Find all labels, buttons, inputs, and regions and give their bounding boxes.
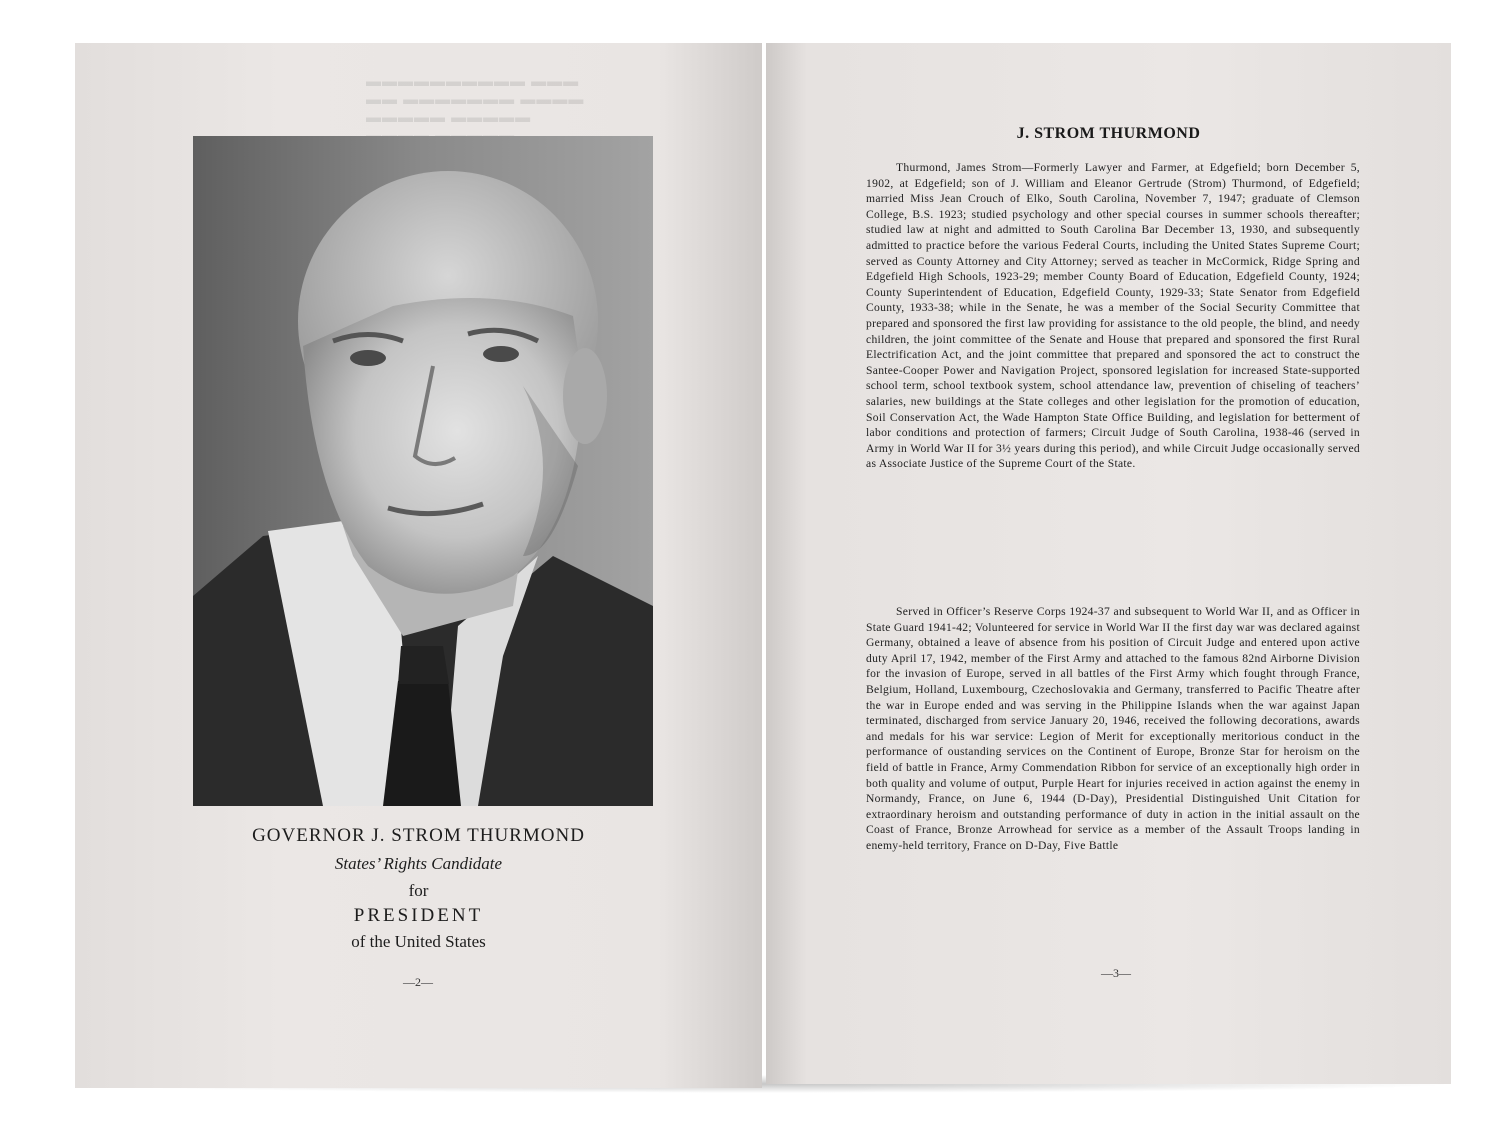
bio-paragraph-1: Thurmond, James Strom—Formerly Lawyer and Farmer, at Edgefield; born December 5, 1902, at Edgefield; son of J. William and Eleanor Gertrude (Strom) Thurmond, of Edgefield; married Miss Jean Crouch of Elko, South Carolina, November 7, 1947; graduate of Clemson College, B.S. 1923; studied psychology and other special courses in summer schools thereafter; studied law at night and admitted to South Carolina Bar December 13, 1930, and subsequently admitted to practice before the various Federal Courts, including the United States Supreme Court; served as County Attorney and City Attorney; served as teacher in McCormick, Ridge Spring and Edgefield High Schools, 1923-29; member County Board of Education, Edgefield County, 1924; County Superintendent of Education, Edgefield County, 1929-33; State Senator from Edgefield County, 1933-38; while in the Senate, he was a member of the Social Security Committee that prepared and sponsored the first law providing for assistance to the old people, the blind, and needy children, the joint committee of the Senate and House that prepared and sponsored the first Rural Electrification Act, and the joint committee that prepared and sponsored the act to construct the Santee-Cooper Power and Navigation Project, sponsored legislation for increased State-supported school term, school textbook system, school attendance law, prevention of chiseling of teachers’ salaries, new buildings at the State colleges and other legislation for the promotion of education, Soil Conservation Act, the Wade Hampton State Office Building, and legislation for betterment of labor conditions and protection of farmers; Circuit Judge of South Carolina, 1938-46 (served in Army in World War II for 3½ years during this period), and while Circuit Judge occasionally served as Associate Justice of the Supreme Court of the State.	[866, 161, 1360, 471]
caption-name: GOVERNOR J. STROM THURMOND	[252, 825, 585, 846]
caption-candidate: States’ Rights Candidate	[334, 854, 503, 873]
caption-country: of the United States	[351, 932, 486, 951]
left-page	[75, 43, 762, 1088]
right-page	[766, 43, 1451, 1084]
bio-paragraph-2: Served in Officer’s Reserve Corps 1924-37 and subsequent to World War II, and as Officer in State Guard 1941-42; Volunteered for service in World War II the first day war was declared against Germany, obtained a leave of absence from his position of Circuit Judge and entered upon active duty April 17, 1942, member of the First Army and attached to the famous 82nd Airborne Division for the invasion of Europe, served in all battles of the First Army which fought through France, Belgium, Holland, Luxembourg, Czechoslovakia and Germany, transferred to Pacific Theatre after the war in Europe ended and was serving in the Philippine Islands when the war against Japan terminated, discharged from service January 20, 1946, received the following decorations, awards and medals for his war service: Legion of Merit for exceptionally meritorious conduct in the performance of oustanding services on the Continent of Europe, Bronze Star for heroism on the field of battle in France, Army Commendation Ribbon for service of an exceptionally high order in both quality and volume of output, Purple Heart for injuries received in action against the enemy in Normandy, France, on June 6, 1944 (D-Day), Presidential Distinguished Unit Citation for extraordinary heroism and outstanding performance of duty in action in the initial assault on the Coast of France, Bronze Arrowhead for service as a member of the Assault Troops landing in enemy-held territory, France on D-Day, Five Battle	[866, 605, 1360, 852]
caption-for: for	[408, 881, 429, 900]
page-number-right: —3—	[1101, 966, 1131, 980]
caption-office: PRESIDENT	[353, 905, 484, 926]
bio-title: J. STROM THURMOND	[1016, 125, 1201, 142]
page-number-left: —2—	[403, 975, 433, 989]
portrait-photo	[193, 136, 653, 806]
bleed-through-text: ▬▬▬ ▬▬▬▬▬▬▬▬▬▬ ▬▬▬▬ ▬▬▬▬▬▬▬ ▬▬ ▬▬▬▬▬ ▬▬▬▬▬	[365, 73, 584, 126]
